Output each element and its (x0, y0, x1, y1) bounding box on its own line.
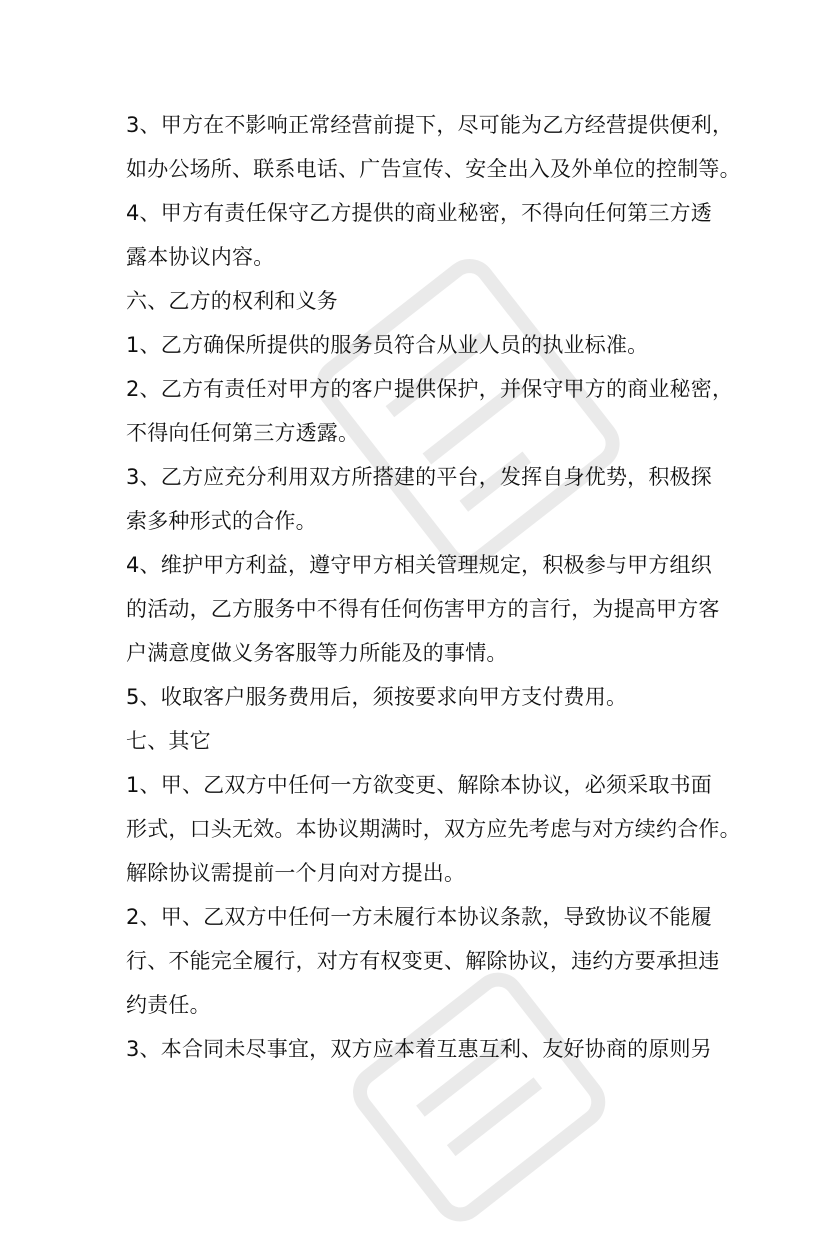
text-line: 的活动，乙方服务中不得有任何伤害甲方的言行，为提高甲方客 (126, 597, 720, 621)
text-line: 形式，口头无效。本协议期满时，双方应先考虑与对方续约合作。 (126, 817, 741, 841)
text-line: 1、乙方确保所提供的服务员符合从业人员的执业标准。 (126, 333, 649, 357)
text-line: 2、甲、乙双方中任何一方未履行本协议条款，导致协议不能履 (126, 905, 712, 929)
text-line: 约责任。 (126, 993, 211, 1017)
text-line: 4、维护甲方利益，遵守甲方相关管理规定，积极参与甲方组织 (126, 553, 712, 577)
text-line: 解除协议需提前一个月向对方提出。 (126, 861, 466, 885)
text-line: 户满意度做义务客服等力所能及的事情。 (126, 641, 508, 665)
section-heading: 六、乙方的权利和义务 (126, 289, 338, 313)
text-line: 不得向任何第三方透露。 (126, 421, 360, 445)
text-line: 3、甲方在不影响正常经营前提下，尽可能为乙方经营提供便利， (126, 113, 734, 137)
text-line: 1、甲、乙双方中任何一方欲变更、解除本协议，必须采取书面 (126, 773, 712, 797)
text-line: 行、不能完全履行，对方有权变更、解除协议，违约方要承担违 (126, 949, 720, 973)
text-line: 3、本合同未尽事宜，双方应本着互惠互利、友好协商的原则另 (126, 1037, 712, 1061)
text-line: 4、甲方有责任保守乙方提供的商业秘密，不得向任何第三方透 (126, 201, 712, 225)
text-line: 如办公场所、联系电话、广告宣传、安全出入及外单位的控制等。 (126, 157, 741, 181)
text-line: 5、收取客户服务费用后，须按要求向甲方支付费用。 (126, 685, 628, 709)
document-body (126, 103, 741, 1071)
text-line: 露本协议内容。 (126, 245, 275, 269)
section-heading: 七、其它 (126, 729, 211, 753)
text-line: 索多种形式的合作。 (126, 509, 317, 533)
text-line: 2、乙方有责任对甲方的客户提供保护，并保守甲方的商业秘密， (126, 377, 734, 401)
text-line: 3、乙方应充分利用双方所搭建的平台，发挥自身优势，积极探 (126, 465, 712, 489)
